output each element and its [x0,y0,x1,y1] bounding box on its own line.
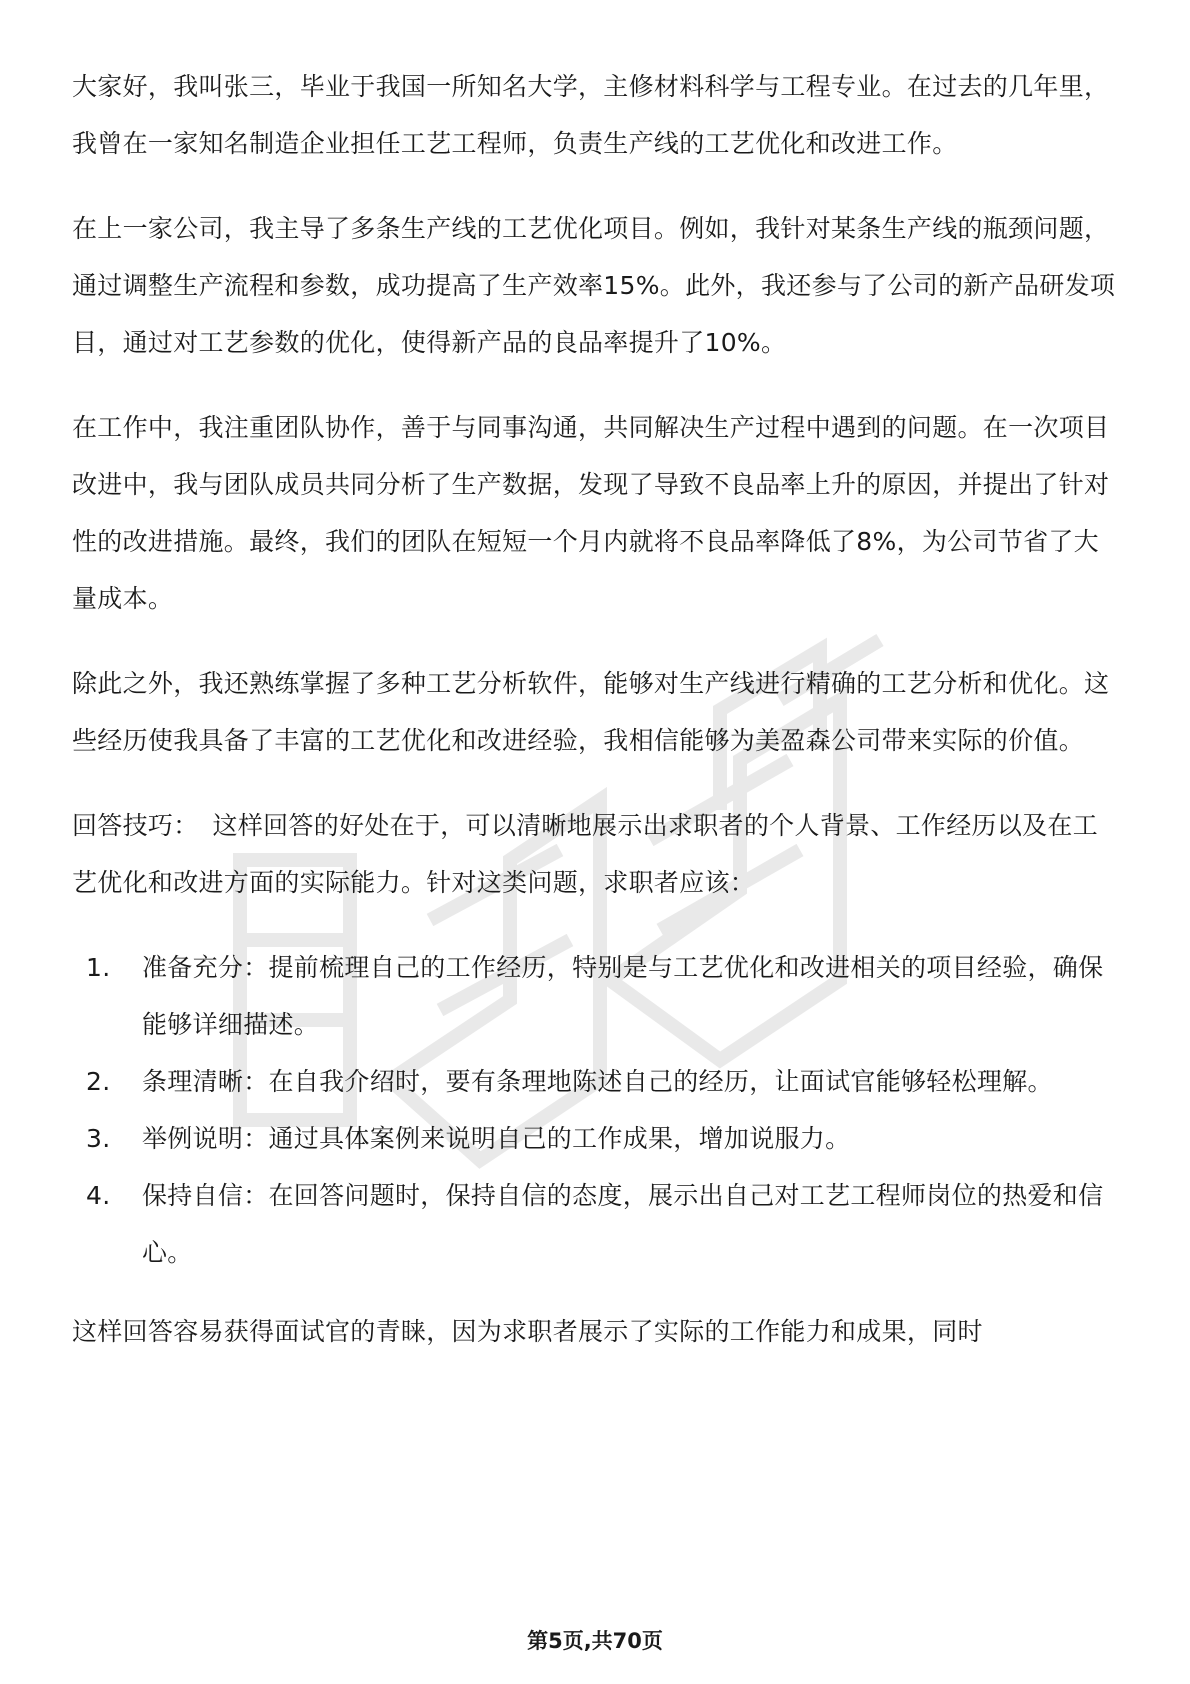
tip-number: 3. [86,1124,111,1153]
tip-text: 举例说明：通过具体案例来说明自己的工作成果，增加说服力。 [142,1124,851,1153]
page-number: 第5页,共70页 [527,1629,663,1653]
tips-intro-text: 这样回答的好处在于，可以清晰地展示出求职者的个人背景、工作经历以及在工艺优化和改进方面的实际能力。针对这类问题，求职者应该： [72,811,1099,897]
tip-item [72,939,1122,1053]
paragraph-intro: 大家好，我叫张三，毕业于我国一所知名大学，主修材料科学与工程专业。在过去的几年里，我曾在一家知名制造企业担任工艺工程师，负责生产线的工艺优化和改进工作。 [72,72,1110,158]
paragraph-skills: 除此之外，我还熟练掌握了多种工艺分析软件，能够对生产线进行精确的工艺分析和优化。这些经历使我具备了丰富的工艺优化和改进经验，我相信能够为美盈森公司带来实际的价值。 [72,669,1110,755]
tips-label: 回答技巧： [72,811,199,840]
tip-text: 保持自信：在回答问题时，保持自信的态度，展示出自己对工艺工程师岗位的热爱和信心。 [142,1181,1104,1267]
tip-text: 条理清晰：在自我介绍时，要有条理地陈述自己的经历，让面试官能够轻松理解。 [142,1067,1053,1096]
paragraph-closing: 这样回答容易获得面试官的青睐，因为求职者展示了实际的工作能力和成果，同时 [72,1317,983,1346]
tip-number: 2. [86,1067,111,1096]
tip-number: 4. [86,1181,111,1210]
tips-intro [72,797,1122,911]
tip-item [72,1053,1122,1110]
tip-text: 准备充分：提前梳理自己的工作经历，特别是与工艺优化和改进相关的项目经验，确保能够详细描述。 [142,953,1104,1039]
tip-item [72,1110,1122,1167]
tip-number: 1. [86,953,111,982]
paragraph-projects: 在上一家公司，我主导了多条生产线的工艺优化项目。例如，我针对某条生产线的瓶颈问题，通过调整生产流程和参数，成功提高了生产效率15%。此外，我还参与了公司的新产品研发项目，通过对工艺参数的优化，使得新产品的良品率提升了10%。 [72,214,1116,357]
document-body [72,58,1122,1388]
tips-list [72,939,1122,1281]
paragraph-teamwork: 在工作中，我注重团队协作，善于与同事沟通，共同解决生产过程中遇到的问题。在一次项目改进中，我与团队成员共同分析了生产数据，发现了导致不良品率上升的原因，并提出了针对性的改进措施。最终，我们的团队在短短一个月内就将不良品率降低了8%，为公司节省了大量成本。 [72,413,1110,613]
tip-item [72,1167,1122,1281]
